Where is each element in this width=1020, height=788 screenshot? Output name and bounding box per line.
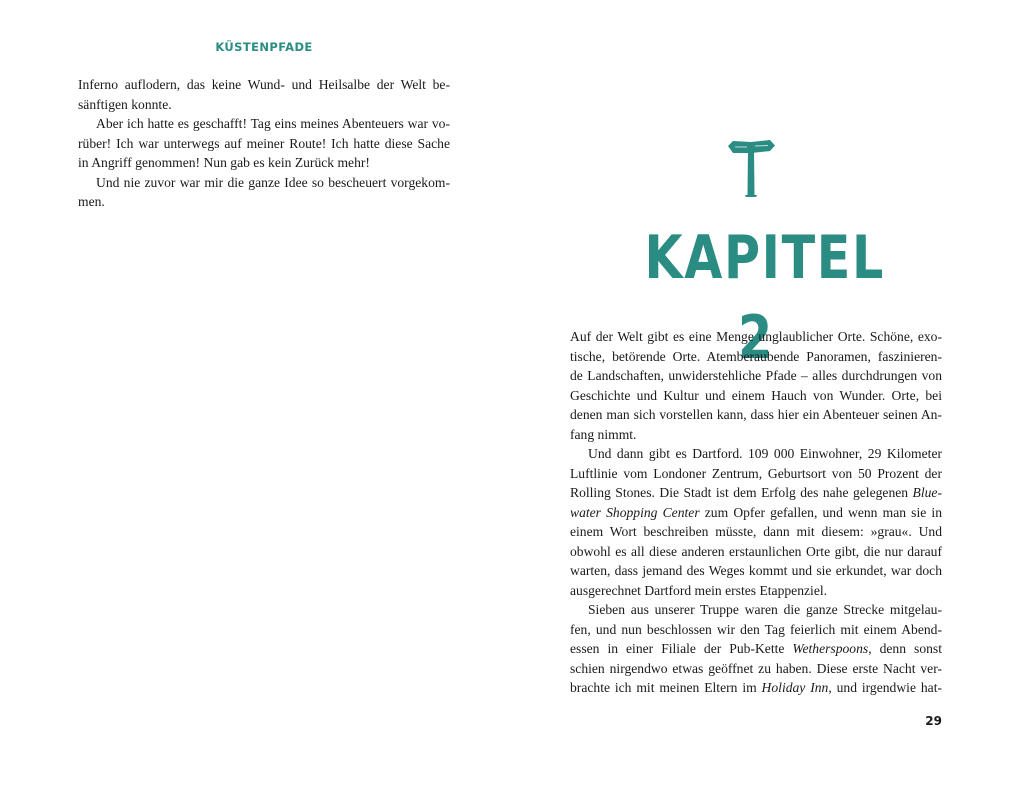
text-segment: , und irgendwie hat- bbox=[828, 680, 942, 695]
text-line: Aber ich hatte es geschafft! Tag eins meines Abenteuers war vo- bbox=[96, 116, 450, 131]
text-line: Luftlinie vom Londoner Zentrum, Geburtsort von 50 Prozent der bbox=[570, 465, 942, 481]
text-line: fang nimmt. bbox=[570, 426, 637, 442]
text-line: schien nirgendwo etwas geöffnet zu haben. Diese erste Nacht ver- bbox=[570, 660, 942, 676]
italic-text: Wetherspoons bbox=[792, 641, 869, 656]
text-line: fen, und nun beschlossen wir den Tag feierlich mit einem Abend- bbox=[570, 621, 942, 637]
running-head: KÜSTENPFADE bbox=[215, 40, 313, 54]
text-line bbox=[570, 483, 942, 503]
italic-text: water Shopping Center bbox=[570, 504, 700, 520]
text-line: in Angriff genommen! Nun gab es kein Zurück mehr! bbox=[78, 155, 370, 170]
chapter-title: KAPITEL 2 bbox=[644, 223, 886, 373]
text-line: rüber! Ich war unterwegs auf meiner Route! Ich hatte diese Sache bbox=[78, 135, 450, 151]
text-line: Und nie zuvor war mir die ganze Idee so bescheuert vorgekom- bbox=[96, 174, 450, 190]
signpost-icon bbox=[726, 133, 776, 199]
text-line: denen man sich vorstellen kann, dass hier ein Abenteuer seinen An- bbox=[570, 407, 942, 422]
text-line: ausgerechnet Dartford mein erstes Etappenziel. bbox=[570, 582, 828, 598]
page-number: 29 bbox=[925, 714, 942, 728]
italic-text: Blue- bbox=[912, 485, 942, 500]
text-line: einem Wort beschreiben müsste, dann mit diesem: »grau«. Und bbox=[570, 524, 942, 539]
text-line: warten, dass jemand des Weges kommt und sie erkundet, war doch bbox=[570, 563, 942, 578]
text-line: tische, betörende Orte. Atemberaubende Panoramen, faszinieren- bbox=[570, 348, 942, 364]
text-line bbox=[570, 639, 942, 659]
text-line: Auf der Welt gibt es eine Menge unglaublicher Orte. Schöne, exo- bbox=[570, 329, 942, 344]
text-line bbox=[570, 678, 942, 698]
right-page bbox=[510, 0, 1020, 788]
text-line: obwohl es all diese anderen erstaunlichen Orte gibt, die nur darauf bbox=[570, 543, 942, 559]
text-line: sänftigen konnte. bbox=[78, 96, 172, 112]
left-body-text bbox=[78, 75, 450, 212]
text-segment: Rolling Stones. Die Stadt ist dem Erfolg des nahe gelegenen bbox=[570, 485, 913, 500]
text-line bbox=[570, 503, 942, 523]
text-line: men. bbox=[78, 194, 105, 209]
text-segment: essen in einer Filiale der Pub-Kette bbox=[570, 641, 793, 656]
text-segment: , denn sonst bbox=[868, 641, 942, 656]
text-line: Geschichte und Kultur und einem Hauch von Wunder. Orte, bei bbox=[570, 387, 942, 403]
text-line: Inferno auflodern, das keine Wund- und Heilsalbe der Welt be- bbox=[78, 77, 450, 92]
text-segment: zum Opfer gefallen, und wenn man sie in bbox=[699, 504, 942, 520]
right-body-text bbox=[570, 327, 942, 698]
text-line: Sieben aus unserer Truppe waren die ganze Strecke mitgelau- bbox=[588, 602, 942, 617]
text-line: de Landschaften, unwiderstehliche Pfade – alles durchdrungen von bbox=[570, 368, 942, 383]
italic-text: Holiday Inn bbox=[761, 680, 829, 695]
text-line: Und dann gibt es Dartford. 109 000 Einwohner, 29 Kilometer bbox=[588, 446, 942, 461]
text-segment: brachte ich mit meinen Eltern im bbox=[570, 680, 762, 695]
